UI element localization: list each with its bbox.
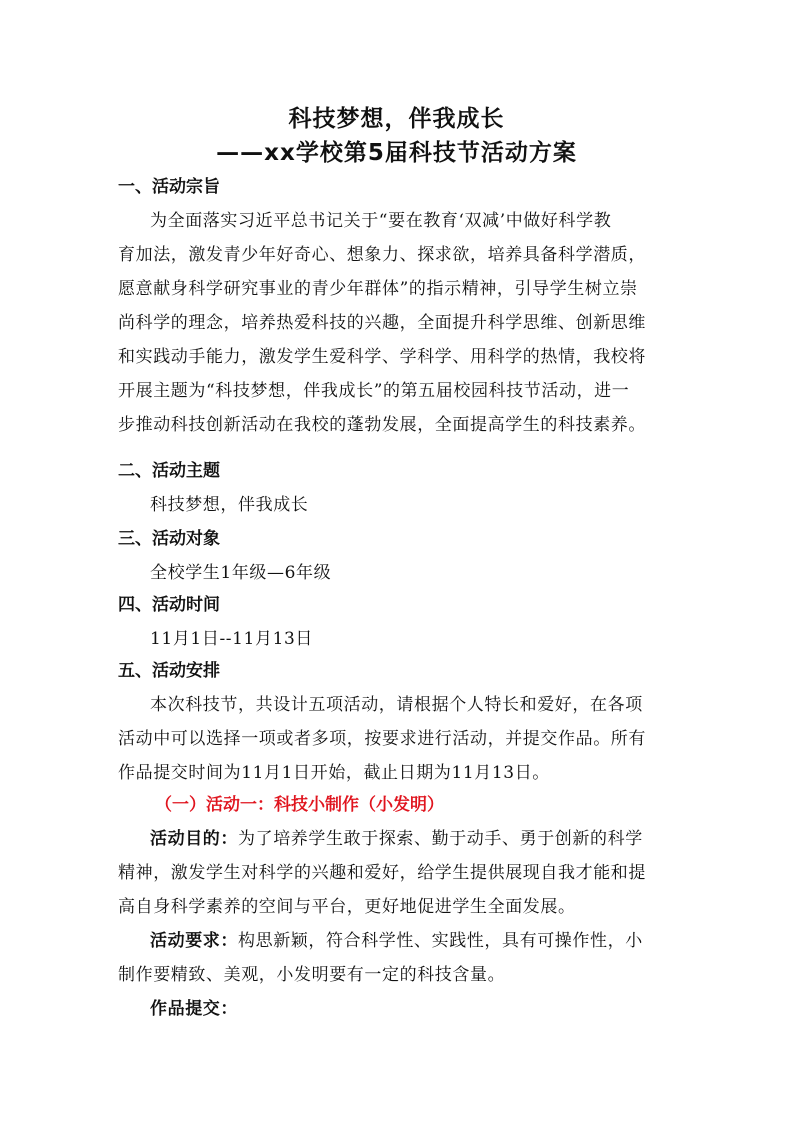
- document-subtitle: ——xx学校第5届科技节活动方案: [216, 140, 577, 166]
- section-5-heading: 五、活动安排: [118, 661, 220, 681]
- section-1-line: 尚科学的理念，培养热爱科技的兴趣，全面提升科学思维、创新思维: [118, 313, 646, 333]
- section-5-line: 活动中可以选择一项或者多项，按要求进行活动，并提交作品。所有: [118, 729, 646, 749]
- activity-1-submission: [150, 994, 710, 1019]
- section-4-heading: 四、活动时间: [118, 595, 220, 615]
- purpose-label: 活动目的：: [150, 829, 238, 849]
- activity-1-purpose: [150, 824, 710, 849]
- document-title: 科技梦想，伴我成长: [288, 106, 505, 132]
- requirement-text: 构思新颖，符合科学性、实践性，具有可操作性，小: [238, 931, 643, 951]
- section-1-line: 开展主题为“科技梦想，伴我成长”的第五届校园科技节活动，进一: [118, 381, 630, 401]
- activity-1-purpose-line: 高自身科学素养的空间与平台，更好地促进学生全面发展。: [118, 897, 576, 917]
- activity-1-heading: （一）活动一：科技小制作（小发明）: [155, 795, 444, 815]
- section-2-heading: 二、活动主题: [118, 461, 220, 481]
- requirement-label: 活动要求：: [150, 931, 238, 951]
- submission-label: 作品提交：: [150, 999, 238, 1019]
- activity-1-requirement: [150, 926, 710, 951]
- section-3-text: 全校学生1年级—6年级: [150, 563, 332, 583]
- section-4-text: 11月1日--11月13日: [150, 629, 313, 649]
- section-1-line: 育加法，激发青少年好奇心、想象力、探求欲，培养具备科学潜质，: [118, 245, 646, 265]
- section-3-heading: 三、活动对象: [118, 529, 220, 549]
- activity-1-purpose-line: 精神，激发学生对科学的兴趣和爱好，给学生提供展现自我才能和提: [118, 863, 646, 883]
- section-5-line: 本次科技节，共设计五项活动，请根据个人特长和爱好，在各项: [150, 695, 643, 715]
- activity-1-requirement-line: 制作要精致、美观，小发明要有一定的科技含量。: [118, 965, 506, 985]
- section-1-line: 愿意献身科学研究事业的青少年群体”的指示精神，引导学生树立崇: [118, 279, 638, 299]
- section-2-text: 科技梦想，伴我成长: [150, 495, 309, 515]
- section-1-line: 和实践动手能力，激发学生爱科学、学科学、用科学的热情，我校将: [118, 347, 646, 367]
- section-1-heading: 一、活动宗旨: [118, 177, 220, 197]
- section-1-line: 步推动科技创新活动在我校的蓬勃发展，全面提高学生的科技素养。: [118, 415, 646, 435]
- section-5-line: 作品提交时间为11月1日开始，截止日期为11月13日。: [118, 763, 550, 783]
- purpose-text: 为了培养学生敢于探索、勤于动手、勇于创新的科学: [238, 829, 643, 849]
- section-1-line: 为全面落实习近平总书记关于“要在教育‘双减’中做好科学教: [150, 211, 612, 231]
